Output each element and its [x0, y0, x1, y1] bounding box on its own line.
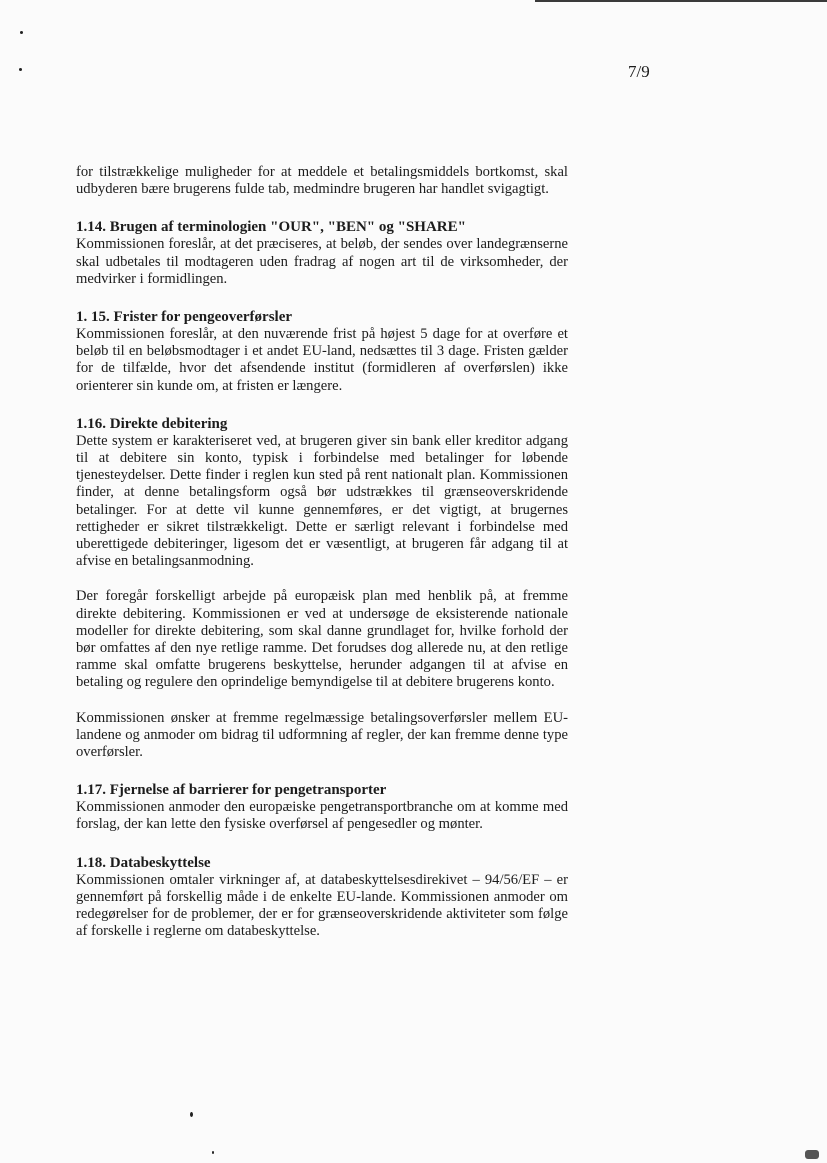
section-heading: 1.17. Fjernelse af barrierer for pengetransporter	[76, 782, 387, 799]
section-heading: 1.14. Brugen af terminologien "OUR", "BEN" og "SHARE"	[76, 219, 466, 236]
section-heading: 1. 15. Frister for pengeoverførsler	[76, 309, 293, 326]
section-heading: 1.18. Databeskyttelse	[76, 854, 211, 871]
section-1-16	[76, 415, 568, 761]
section-heading: 1.16. Direkte debitering	[76, 415, 228, 432]
document-body	[76, 164, 568, 941]
section-paragraph: Kommissionen foreslår, at det præciseres, at beløb, der sendes over landegrænserne skal udbetales til modtageren uden fradrag af nogen art til de virksomheder, der medvirker i formidlingen.	[76, 236, 568, 287]
scan-speck	[212, 1151, 214, 1154]
scan-speck	[805, 1150, 819, 1159]
section-paragraph: Dette system er karakteriseret ved, at brugeren giver sin bank eller kreditor adgang til at debitere sin konto, typisk i forbindelse med betalinger for løbende tjenesteydelser. Dette finder i reglen kun sted på rent nationalt plan. Kommissionen finder, at denne betalingsform også bør udstrækkes til grænseoverskridende betalinger. For at dette vil kunne gennemføres, er det vigtigt, at brugernes rettigheder er sikret tilstrækkeligt. Dette er særligt relevant i forbindelse med uberettigede debiteringer, ligesom det er væsentligt, at brugeren får adgang til at afvise en betalingsanmodning.	[76, 432, 568, 570]
section-paragraph: Der foregår forskelligt arbejde på europæisk plan med henblik på, at fremme direkte debitering. Kommissionen er ved at undersøge de eksisterende nationale modeller for direkte debitering, som skal danne grundlaget for, hvilke forhold der bør omfattes af den nye retlige ramme. Det forudses dog allerede nu, at den retlige ramme skal omfatte brugerens beskyttelse, herunder adgangen til at afvise en betaling og regulere den oprindelige bemyndigelse til at debitere brugerens konto.	[76, 588, 568, 691]
section-1-14	[76, 218, 568, 288]
section-1-15	[76, 308, 568, 395]
section-1-17	[76, 781, 568, 833]
section-paragraph: Kommissionen anmoder den europæiske pengetransportbranche om at komme med forslag, der kan lette den fysiske overførsel af pengesedler og mønter.	[76, 799, 568, 833]
section-paragraph: Kommissionen ønsker at fremme regelmæssige betalingsoverførsler mellem EU-landene og anmoder om bidrag til udformning af regler, der kan fremme denne type overførsler.	[76, 709, 568, 761]
page-number: 7/9	[628, 62, 650, 81]
scan-edge-line	[535, 0, 827, 2]
intro-paragraph: for tilstrækkelige muligheder for at meddele et betalingsmiddels bortkomst, skal udbyderen bære brugerens fulde tab, medmindre brugeren har handlet svigagtigt.	[76, 164, 568, 198]
section-paragraph: Kommissionen omtaler virkninger af, at databeskyttelsesdirekivet – 94/56/EF – er gennemført på forskellig måde i de enkelte EU-lande. Kommissionen anmoder om redegørelser for de problemer, der er for grænseoverskridende aktiviteter som følge af forskelle i reglerne om databeskyttelse.	[76, 871, 568, 940]
scan-speck	[190, 1112, 193, 1117]
scan-speck	[20, 31, 23, 34]
section-1-18	[76, 854, 568, 941]
section-paragraph: Kommissionen foreslår, at den nuværende frist på højest 5 dage for at overføre et beløb til en beløbsmodtager i et andet EU-land, nedsættes til 3 dage. Fristen gælder for de tilfælde, hvor det afsendende institut (formidleren af overførslen) ikke orienterer sin kunde om, at fristen er længere.	[76, 326, 568, 394]
scan-speck	[19, 68, 22, 71]
